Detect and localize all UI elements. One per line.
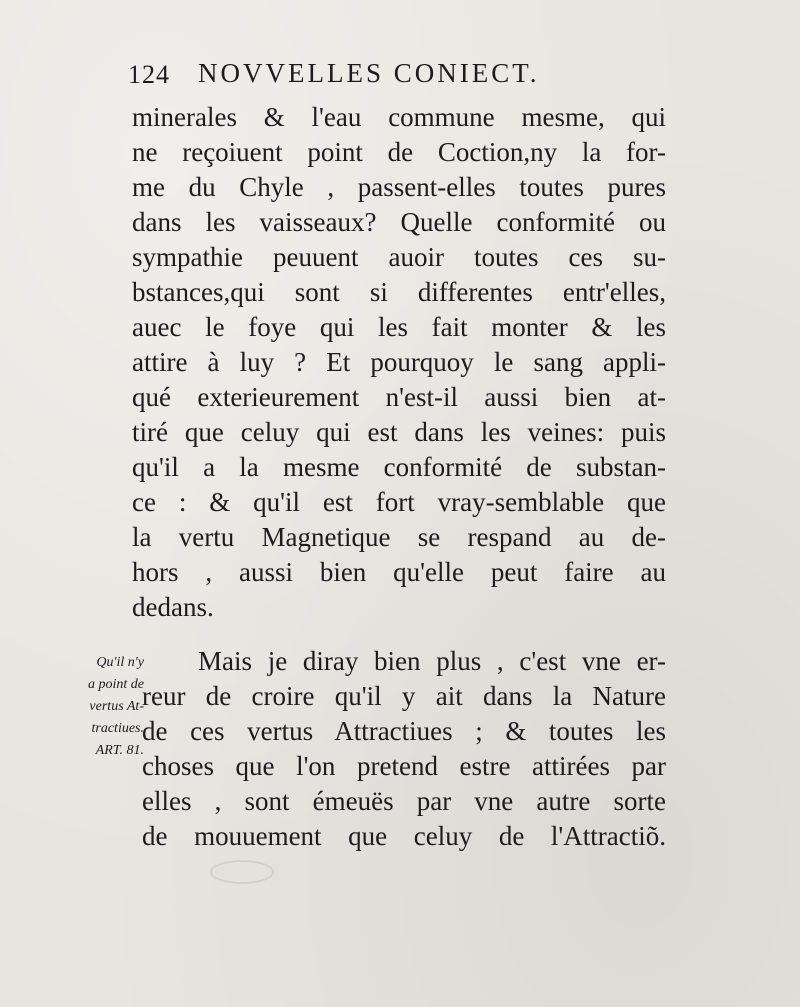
text-line: sympathie peuuent auoir toutes ces su- (132, 242, 666, 272)
text-line: dedans. (132, 592, 214, 622)
page-header (128, 58, 668, 98)
margin-note-line: tractiues. (91, 721, 144, 736)
text-line: Mais je diray bien plus , c'est vne er- (198, 646, 666, 676)
text-line: bstances,qui sont si differentes entr'elles, (132, 277, 666, 307)
text-line: hors , aussi bien qu'elle peut faire au (132, 557, 666, 587)
text-line: la vertu Magnetique se respand au de- (132, 522, 666, 552)
text-line: qué exterieurement n'est-il aussi bien at- (132, 382, 666, 412)
text-line: choses que l'on pretend estre attirées par (142, 751, 666, 781)
text-line: reur de croire qu'il y ait dans la Nature (142, 681, 666, 711)
text-line: auec le foye qui les fait monter & les (132, 312, 666, 342)
paragraph-2 (142, 644, 666, 854)
article-number: ART. 81. (95, 743, 144, 758)
margin-note (44, 652, 144, 762)
page-number: 124 (128, 60, 170, 89)
margin-note-line: vertus At- (89, 699, 144, 714)
text-line: elles , sont émeuës par vne autre sorte (142, 786, 666, 816)
text-line: minerales & l'eau commune mesme, qui (132, 102, 666, 132)
text-line: qu'il a la mesme conformité de substan- (132, 452, 666, 482)
text-line: dans les vaisseaux? Quelle conformité ou (132, 207, 666, 237)
paragraph-1 (132, 100, 666, 625)
ink-smudge (210, 860, 274, 884)
text-line: ce : & qu'il est fort vray-semblable que (132, 487, 666, 517)
margin-note-line: a point de (88, 677, 144, 692)
running-head: NOVVELLES CONIECT. (198, 58, 540, 88)
text-line: de mouuement que celuy de l'Attractiõ. (142, 821, 666, 851)
show-through-shadow (190, 575, 670, 655)
text-line: me du Chyle , passent-elles toutes pures (132, 172, 666, 202)
text-line: tiré que celuy qui est dans les veines: puis (132, 417, 666, 447)
text-line: ne reçoiuent point de Coction,ny la for- (132, 137, 666, 167)
text-line: de ces vertus Attractiues ; & toutes les (142, 716, 666, 746)
margin-note-line: Qu'il n'y (96, 655, 144, 670)
text-line: attire à luy ? Et pourquoy le sang appli- (132, 347, 666, 377)
